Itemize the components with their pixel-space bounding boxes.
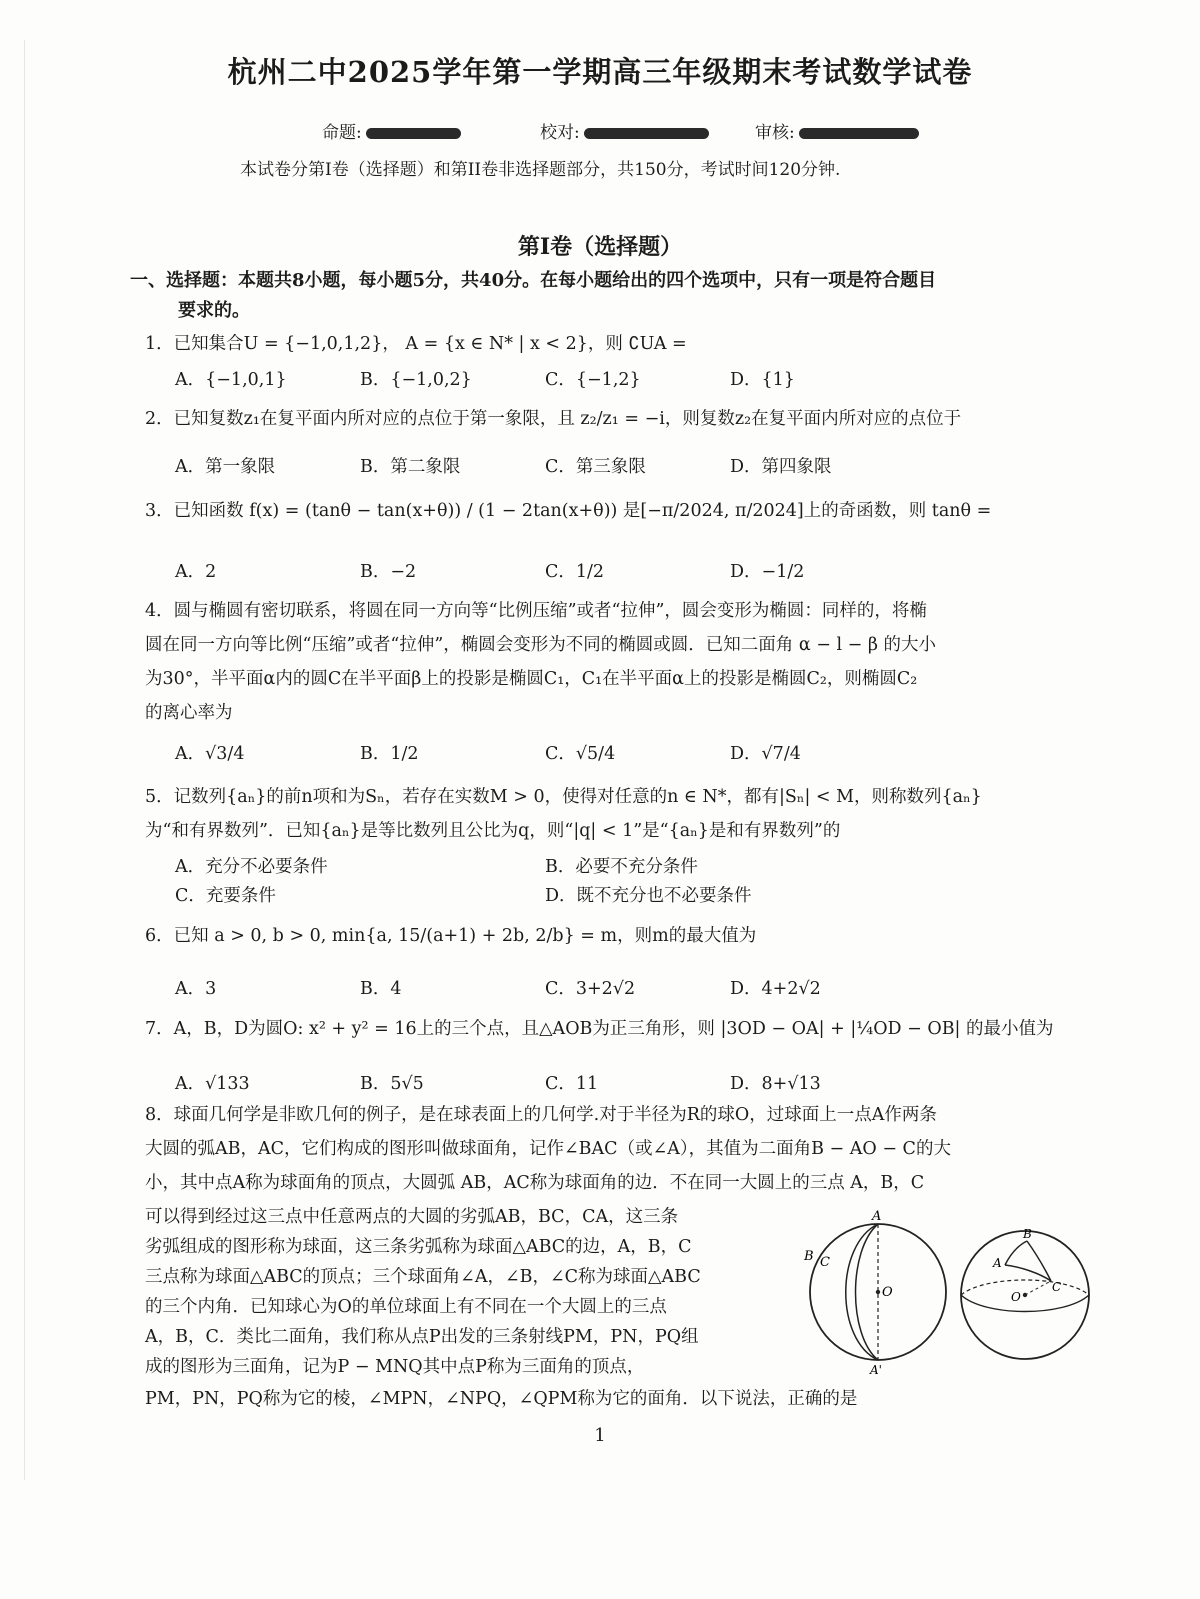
q1-option-b: B．{−1,0,2} (360, 370, 472, 390)
q4-option-c: C．√5/4 (545, 744, 616, 764)
section-heading: 第I卷（选择题） (517, 234, 683, 260)
q6-option-a: A．3 (175, 979, 217, 999)
q5-option-c: C．充要条件 (175, 886, 276, 906)
question-6-stem: 6．已知 a > 0, b > 0, min{a, 15/(a+1) + 2b, 2/b} = m，则m的最大值为 (145, 926, 757, 946)
label-b: B (804, 1249, 814, 1264)
great-circle-arc-c (856, 1224, 879, 1360)
q8-line: 的三个内角．已知球心为O的单位球面上有不同在一个大圆上的三点 (145, 1297, 667, 1317)
question-3-stem: 3．已知函数 f(x) = (tanθ − tan(x+θ)) / (1 − 2tan(x+θ)) 是[−π/2024, π/2024]上的奇函数，则 tanθ = (145, 501, 992, 521)
q4-option-b: B．1/2 (360, 744, 419, 764)
question-2-stem: 2．已知复数z₁在复平面内所对应的点位于第一象限，且 z₂/z₁ = −i，则复数z₂在复平面内所对应的点位于 (145, 409, 962, 429)
center-point (1023, 1293, 1027, 1297)
q6-option-d: D．4+2√2 (730, 979, 821, 999)
q8-line: 大圆的弧AB，AC，它们构成的图形叫做球面角，记作∠BAC（或∠A），其值为二面角B − AO − C的大 (145, 1139, 951, 1159)
redaction-scribble (584, 128, 709, 139)
arc-ab (1005, 1241, 1027, 1265)
q5-option-d: D．既不充分也不必要条件 (545, 886, 752, 906)
exam-intro: 本试卷分第I卷（选择题）和第II卷非选择题部分，共150分，考试时间120分钟. (240, 160, 841, 180)
q7-option-a: A．√133 (175, 1074, 250, 1094)
redaction-scribble (799, 128, 919, 139)
radius-oc (1025, 1281, 1051, 1295)
question-7-stem: 7．A，B，D为圆O: x² + y² = 16上的三个点，且△AOB为正三角形，则 |3OD − OA| + |¼OD − OB| 的最小值为 (145, 1019, 1054, 1039)
exam-title: 杭州二中2025学年第一学期高三年级期末考试数学试卷 (227, 55, 973, 89)
q8-last-line: PM，PN，PQ称为它的棱，∠MPN，∠NPQ，∠QPM称为它的面角．以下说法，正确的是 (145, 1389, 858, 1409)
q8-line: A，B，C．类比二面角，我们称从点P出发的三条射线PM，PN，PQ组 (145, 1327, 699, 1347)
q5-line: 为“和有界数列”．已知{aₙ}是等比数列且公比为q，则“|q| < 1”是“{aₙ}是和有界数列”的 (145, 821, 841, 841)
q8-line: 小，其中点A称为球面角的顶点，大圆弧 AB，AC称为球面角的边．不在同一大圆上的三点 A，B，C (145, 1173, 925, 1193)
q7-option-d: D．8+√13 (730, 1074, 821, 1094)
sphere-figure-right (955, 1225, 1095, 1365)
q7-option-c: C．11 (545, 1074, 599, 1094)
q4-line: 4．圆与椭圆有密切联系，将圆在同一方向等“比例压缩”或者“拉伸”，圆会变形为椭圆：同样的，将椭 (145, 601, 927, 621)
proof-field (540, 118, 709, 143)
q5-option-a: A．充分不必要条件 (175, 857, 328, 877)
q8-line: 三点称为球面△ABC的顶点；三个球面角∠A，∠B，∠C称为球面△ABC (145, 1267, 701, 1287)
q4-line: 为30°，半平面α内的圆C在半平面β上的投影是椭圆C₁，C₁在半平面α上的投影是椭圆C₂，则椭圆C₂ (145, 669, 918, 689)
q1-option-a: A．{−1,0,1} (175, 370, 287, 390)
q2-option-d: D．第四象限 (730, 457, 832, 477)
label-a: A (872, 1210, 882, 1224)
proof-label: 校对: (540, 123, 580, 143)
q6-option-b: B．4 (360, 979, 402, 999)
q2-option-b: B．第二象限 (360, 457, 461, 477)
q4-line: 的离心率为 (145, 703, 233, 723)
q4-line: 圆在同一方向等比例“压缩”或者“拉伸”，椭圆会变形为不同的椭圆或圆．已知二面角 α − l − β 的大小 (145, 635, 937, 655)
label-o: O (882, 1285, 893, 1300)
question-8-stem (145, 1098, 1090, 1200)
label-c: C (820, 1255, 830, 1270)
q3-option-b: B．−2 (360, 562, 417, 582)
q8-wrapped-text (145, 1202, 795, 1382)
q8-line: 劣弧组成的图形称为球面，这三条劣弧称为球面△ABC的边，A，B，C (145, 1237, 692, 1257)
sphere-figure-left (800, 1210, 960, 1375)
center-point (876, 1290, 880, 1294)
q3-option-d: D．−1/2 (730, 562, 805, 582)
q1-option-c: C．{−1,2} (545, 370, 641, 390)
q1-option-d: D．{1} (730, 370, 795, 390)
part-instructions (130, 266, 1090, 326)
author-label: 命题: (322, 123, 362, 143)
page-number: 1 (594, 1425, 606, 1446)
part-line: 要求的。 (178, 300, 250, 321)
equator-front (961, 1295, 1089, 1312)
question-4-stem (145, 594, 1090, 730)
q7-option-b: B．5√5 (360, 1074, 424, 1094)
part-line: 一、选择题：本题共8小题，每小题5分，共40分。在每小题给出的四个选项中，只有一项是符合题目 (130, 270, 937, 291)
label-a-prime: A' (870, 1363, 882, 1375)
q4-option-d: D．√7/4 (730, 744, 801, 764)
label-o: O (1011, 1290, 1021, 1304)
question-5-stem (145, 780, 1090, 848)
q6-option-c: C．3+2√2 (545, 979, 636, 999)
q5-line: 5．记数列{aₙ}的前n项和为Sₙ，若存在实数M > 0，使得对任意的n ∈ N*，都有|Sₙ| < M，则称数列{aₙ} (145, 787, 982, 807)
q2-option-c: C．第三象限 (545, 457, 646, 477)
equator-back (961, 1280, 1089, 1295)
author-field (322, 118, 461, 143)
redaction-scribble (366, 128, 461, 139)
q8-line: 成的图形为三面角，记为P − MNQ其中点P称为三面角的顶点， (145, 1357, 645, 1377)
label-b: B (1023, 1227, 1032, 1241)
q5-option-b: B．必要不充分条件 (545, 857, 698, 877)
q3-option-a: A．2 (175, 562, 217, 582)
review-field (755, 118, 919, 143)
question-1-stem: 1．已知集合U = {−1,0,1,2}， A = {x ∈ N* | x < 2}，则 ∁UA = (145, 334, 687, 354)
label-c: C (1052, 1280, 1062, 1294)
review-label: 审核: (755, 123, 795, 143)
label-a: A (993, 1256, 1002, 1270)
q4-option-a: A．√3/4 (175, 744, 245, 764)
q2-option-a: A．第一象限 (175, 457, 276, 477)
great-circle-arc-b (846, 1224, 878, 1360)
q8-line: 可以得到经过这三点中任意两点的大圆的劣弧AB，BC，CA，这三条 (145, 1207, 679, 1227)
q8-line: 8．球面几何学是非欧几何的例子，是在球表面上的几何学.对于半径为R的球O，过球面上一点A作两条 (145, 1105, 937, 1125)
q3-option-c: C．1/2 (545, 562, 605, 582)
